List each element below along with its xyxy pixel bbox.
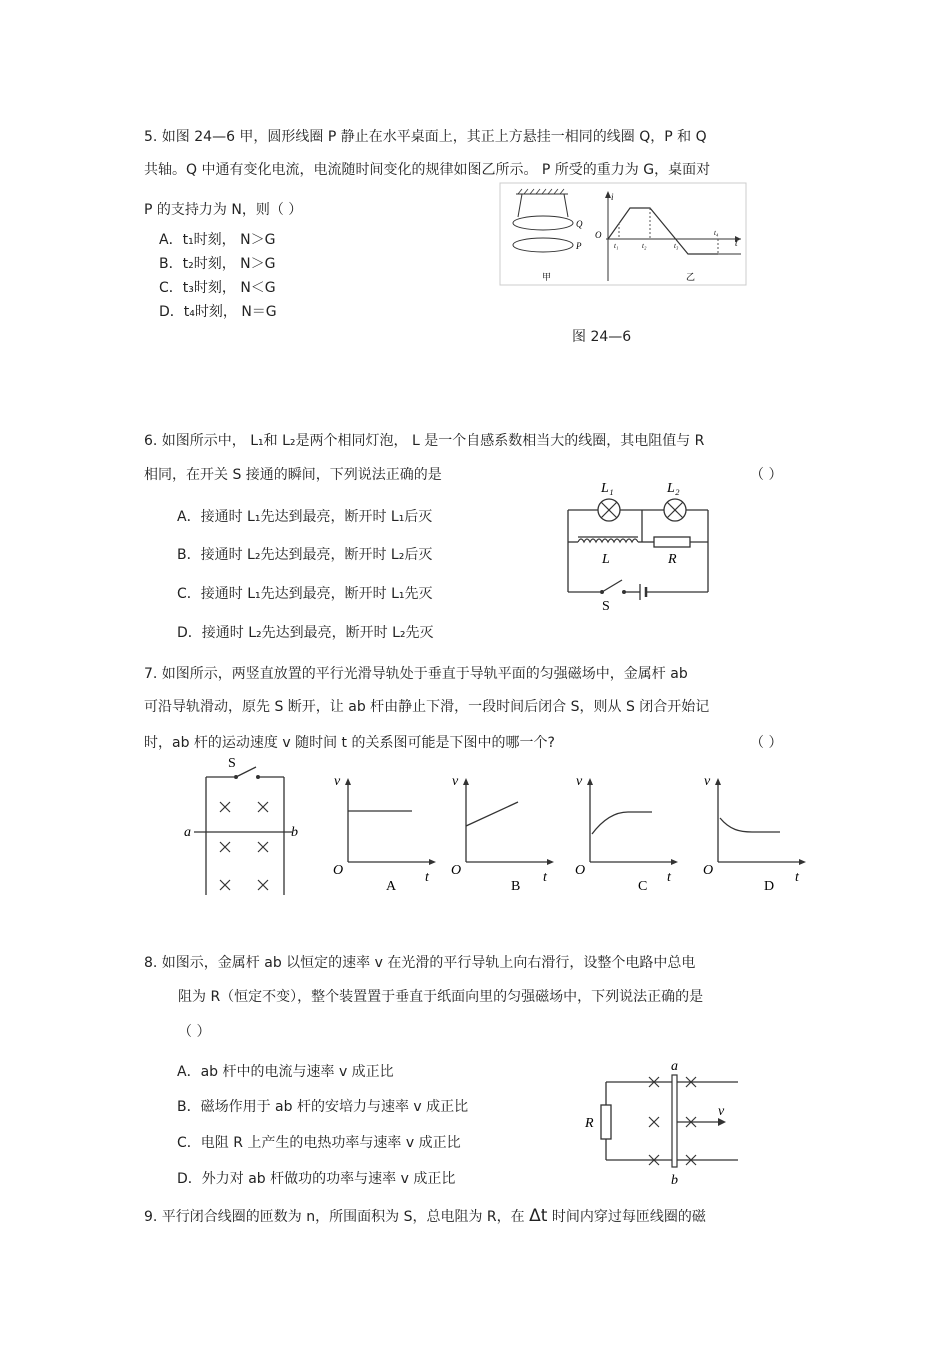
q6-circuit-figure <box>560 476 720 616</box>
axis-t-label: t <box>425 870 429 885</box>
q6-answer-paren: （ ） <box>750 467 783 483</box>
graph-t4-label: t₄ <box>714 229 719 237</box>
q9-line1 <box>144 1207 706 1226</box>
axis-t-label: t <box>667 870 671 885</box>
graph-d-label: D <box>764 879 775 894</box>
switch-s-icon <box>602 580 622 592</box>
axis-o-label: O <box>451 863 462 878</box>
rod-a-label: a <box>671 1059 678 1074</box>
q9-delta-t: Δt <box>529 1206 548 1226</box>
q5-line1: 5. 如图 24—6 甲，圆形线圈 P 静止在水平桌面上，其正上方悬挂一相同的线圈 Q，P 和 Q <box>144 129 707 145</box>
q7-graph-a <box>330 770 440 895</box>
q8-line2: 阻为 R（恒定不变），整个装置置于垂直于纸面向里的匀强磁场中，下列说法正确的是 <box>178 989 704 1005</box>
q5-figure <box>498 183 748 288</box>
switch-s-label: S <box>228 756 236 771</box>
q5-figure-caption: 图 24—6 <box>572 329 632 345</box>
q6-option-a: A．接通时 L₁先达到最亮，断开时 L₁后灭 <box>177 509 433 525</box>
lamp-l2-icon <box>664 499 686 521</box>
lamp-l1-icon <box>598 499 620 521</box>
curve-b <box>466 802 518 826</box>
switch-s-label: S <box>602 599 610 614</box>
q7-rail-figure <box>180 755 310 900</box>
q8-option-c: C．电阻 R 上产生的电热功率与速率 v 成正比 <box>177 1135 461 1151</box>
q6-line2: 相同，在开关 S 接通的瞬间，下列说法正确的是 <box>144 467 442 483</box>
q7-graph-b <box>448 770 558 895</box>
graph-c-label: C <box>638 879 648 894</box>
q9-line1-part1: 9. 平行闭合线圈的匝数为 n，所围面积为 S，总电阻为 R，在 <box>144 1209 530 1225</box>
resistor-r-label: R <box>668 552 677 567</box>
magnetic-field-cross-icons <box>220 802 268 890</box>
q8-option-a: A．ab 杆中的电流与速率 v 成正比 <box>177 1064 394 1080</box>
axis-t-label: t <box>543 870 547 885</box>
coil-q-label: Q <box>576 219 583 229</box>
rod-b-label: b <box>291 825 298 840</box>
switch-s-icon <box>236 767 256 777</box>
q5-option-d: D．t₄时刻， N＝G <box>159 304 277 320</box>
q7-line3: 时，ab 杆的运动速度 v 随时间 t 的关系图可能是下图中的哪一个? <box>144 735 555 751</box>
graph-a-label: A <box>386 879 397 894</box>
inductor-l-label: L <box>602 552 610 567</box>
q7-graph-d <box>700 770 810 895</box>
curve-d <box>720 818 780 832</box>
q6-option-d: D．接通时 L₂先达到最亮，断开时 L₂先灭 <box>177 625 434 641</box>
axis-o-label: O <box>333 863 344 878</box>
q6-option-c: C．接通时 L₁先达到最亮，断开时 L₁先灭 <box>177 586 433 602</box>
q7-answer-paren: （ ） <box>750 735 783 751</box>
rod-b-label: b <box>671 1173 678 1188</box>
q8-line1: 8. 如图示，金属杆 ab 以恒定的速率 v 在光滑的平行导轨上向右滑行，设整个电路中总电 <box>144 955 696 971</box>
inductor-l-icon <box>578 539 638 542</box>
q6-line1: 6. 如图所示中， L₁和 L₂是两个相同灯泡， L 是一个自感系数相当大的线圈，其电阻值与 R <box>144 433 705 449</box>
q5-line3: P 的支持力为 N，则（ ） <box>144 202 303 218</box>
q5-line2: 共轴。Q 中通有变化电流，电流随时间变化的规律如图乙所示。 P 所受的重力为 G，桌面对 <box>144 162 711 178</box>
rod-a-label: a <box>184 825 191 840</box>
q6-option-b: B．接通时 L₂先达到最亮，断开时 L₂后灭 <box>177 547 433 563</box>
current-curve <box>608 208 718 254</box>
q8-option-d: D．外力对 ab 杆做功的功率与速率 v 成正比 <box>177 1171 456 1187</box>
axis-t-label: t <box>795 870 799 885</box>
coil-p-label: P <box>576 241 582 251</box>
lamp-l1-label: L₁ <box>601 481 614 496</box>
axis-v-label: v <box>334 774 341 789</box>
lamp-l2-label: L₂ <box>667 481 680 496</box>
axis-v-label: v <box>452 774 459 789</box>
coil-p <box>513 238 573 252</box>
q7-line2: 可沿导轨滑动，原先 S 断开，让 ab 杆由静止下滑，一段时间后闭合 S，则从 S 闭合开始记 <box>144 699 710 715</box>
rod-ab <box>672 1075 677 1167</box>
axis-o-label: O <box>703 863 714 878</box>
q8-rail-figure <box>580 1055 745 1190</box>
battery-icon <box>640 584 646 600</box>
graph-b-label: B <box>511 879 521 894</box>
fig-label-yi: 乙 <box>686 272 696 282</box>
q5-option-c: C．t₃时刻， N＜G <box>159 280 276 296</box>
graph-t-label: t <box>735 238 738 248</box>
q7-graph-c <box>572 770 682 895</box>
velocity-v-label: v <box>718 1104 725 1119</box>
axis-o-label: O <box>575 863 586 878</box>
resistor-r-icon <box>654 537 690 547</box>
graph-t1-label: t₁ <box>614 242 619 250</box>
fig-label-jia: 甲 <box>542 272 552 282</box>
q8-option-b: B．磁场作用于 ab 杆的安培力与速率 v 成正比 <box>177 1099 469 1115</box>
resistor-r-label: R <box>585 1116 594 1131</box>
velocity-arrow-icon <box>718 1118 726 1126</box>
axis-v-label: v <box>576 774 583 789</box>
resistor-r-icon <box>601 1105 611 1139</box>
q9-line1-part2: 时间内穿过每匝线圈的磁 <box>547 1209 706 1225</box>
graph-o-label: O <box>595 230 602 240</box>
curve-c <box>592 812 652 834</box>
coil-q <box>513 216 573 230</box>
q7-line1: 7. 如图所示，两竖直放置的平行光滑导轨处于垂直于导轨平面的匀强磁场中，金属杆 ab <box>144 666 688 682</box>
q5-option-b: B．t₂时刻， N＞G <box>159 256 276 272</box>
q8-line3: （ ） <box>178 1024 211 1040</box>
graph-t3-label: t₃ <box>674 242 679 250</box>
graph-t2-label: t₂ <box>642 242 647 250</box>
axis-v-label: v <box>704 774 711 789</box>
q5-option-a: A．t₁时刻， N＞G <box>159 232 276 248</box>
graph-i-label: i <box>611 192 614 202</box>
